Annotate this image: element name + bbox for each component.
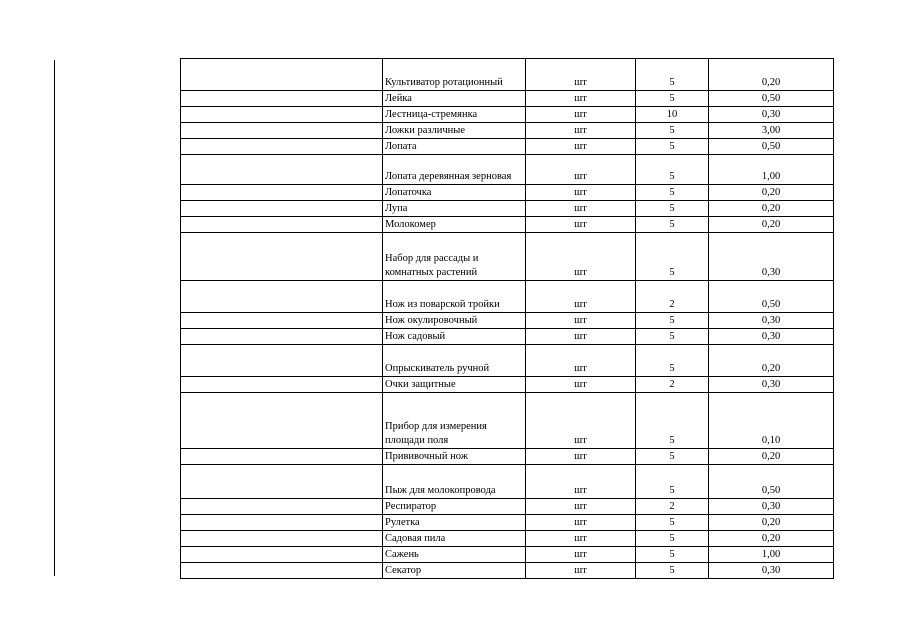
value-cell: 0,20 <box>709 345 834 377</box>
value-cell: 0,20 <box>709 531 834 547</box>
value-cell: 0,20 <box>709 201 834 217</box>
table-row <box>181 281 834 313</box>
value-cell: 1,00 <box>709 155 834 185</box>
table-row <box>181 59 834 91</box>
quantity-cell: 10 <box>636 107 709 123</box>
table-row <box>181 313 834 329</box>
quantity-cell: 2 <box>636 281 709 313</box>
quantity-cell: 5 <box>636 563 709 579</box>
empty-cell <box>181 313 383 329</box>
item-name-cell: Рулетка <box>383 515 526 531</box>
unit-cell: шт <box>526 59 636 91</box>
item-name-cell: Нож садовый <box>383 329 526 345</box>
page-margin-line <box>54 60 55 576</box>
quantity-cell: 5 <box>636 217 709 233</box>
value-cell: 3,00 <box>709 123 834 139</box>
unit-cell: шт <box>526 515 636 531</box>
quantity-cell: 5 <box>636 201 709 217</box>
value-cell: 0,20 <box>709 449 834 465</box>
table-row <box>181 185 834 201</box>
item-name-cell: Лопата <box>383 139 526 155</box>
quantity-cell: 5 <box>636 91 709 107</box>
empty-cell <box>181 393 383 449</box>
empty-cell <box>181 531 383 547</box>
quantity-cell: 5 <box>636 123 709 139</box>
unit-cell: шт <box>526 155 636 185</box>
unit-cell: шт <box>526 563 636 579</box>
table-row <box>181 465 834 499</box>
unit-cell: шт <box>526 91 636 107</box>
empty-cell <box>181 123 383 139</box>
quantity-cell: 5 <box>636 465 709 499</box>
item-name-cell: Респиратор <box>383 499 526 515</box>
item-name-cell: Прививочный нож <box>383 449 526 465</box>
empty-cell <box>181 449 383 465</box>
empty-cell <box>181 563 383 579</box>
empty-cell <box>181 59 383 91</box>
table-row <box>181 449 834 465</box>
table-row <box>181 547 834 563</box>
table-row <box>181 531 834 547</box>
value-cell: 0,50 <box>709 465 834 499</box>
value-cell: 0,20 <box>709 217 834 233</box>
empty-cell <box>181 329 383 345</box>
table-row <box>181 155 834 185</box>
quantity-cell: 5 <box>636 59 709 91</box>
value-cell: 0,20 <box>709 185 834 201</box>
empty-cell <box>181 515 383 531</box>
table-row <box>181 377 834 393</box>
empty-cell <box>181 107 383 123</box>
value-cell: 0,20 <box>709 59 834 91</box>
value-cell: 0,30 <box>709 499 834 515</box>
unit-cell: шт <box>526 201 636 217</box>
quantity-cell: 5 <box>636 345 709 377</box>
empty-cell <box>181 139 383 155</box>
table-row <box>181 345 834 377</box>
empty-cell <box>181 233 383 281</box>
quantity-cell: 5 <box>636 313 709 329</box>
value-cell: 0,30 <box>709 233 834 281</box>
unit-cell: шт <box>526 449 636 465</box>
empty-cell <box>181 185 383 201</box>
quantity-cell: 5 <box>636 155 709 185</box>
unit-cell: шт <box>526 123 636 139</box>
table-row <box>181 201 834 217</box>
item-name-cell: Набор для рассады и комнатных растений <box>383 233 526 281</box>
value-cell: 0,50 <box>709 281 834 313</box>
item-name-cell: Лопата деревянная зерновая <box>383 155 526 185</box>
table-row <box>181 499 834 515</box>
table-row <box>181 139 834 155</box>
item-name-cell: Молокомер <box>383 217 526 233</box>
empty-cell <box>181 547 383 563</box>
unit-cell: шт <box>526 547 636 563</box>
item-name-cell: Ложки различные <box>383 123 526 139</box>
table-row <box>181 515 834 531</box>
table-row <box>181 91 834 107</box>
item-name-cell: Садовая пила <box>383 531 526 547</box>
empty-cell <box>181 377 383 393</box>
item-name-cell: Лейка <box>383 91 526 107</box>
table-row <box>181 393 834 449</box>
unit-cell: шт <box>526 465 636 499</box>
quantity-cell: 2 <box>636 499 709 515</box>
value-cell: 0,50 <box>709 91 834 107</box>
unit-cell: шт <box>526 329 636 345</box>
empty-cell <box>181 201 383 217</box>
unit-cell: шт <box>526 139 636 155</box>
unit-cell: шт <box>526 345 636 377</box>
empty-cell <box>181 499 383 515</box>
value-cell: 0,20 <box>709 515 834 531</box>
quantity-cell: 5 <box>636 531 709 547</box>
quantity-cell: 5 <box>636 515 709 531</box>
unit-cell: шт <box>526 233 636 281</box>
value-cell: 0,30 <box>709 329 834 345</box>
item-name-cell: Культиватор ротационный <box>383 59 526 91</box>
quantity-cell: 5 <box>636 547 709 563</box>
empty-cell <box>181 217 383 233</box>
item-name-cell: Лестница-стремянка <box>383 107 526 123</box>
unit-cell: шт <box>526 107 636 123</box>
item-name-cell: Прибор для измерения площади поля <box>383 393 526 449</box>
value-cell: 0,30 <box>709 313 834 329</box>
unit-cell: шт <box>526 217 636 233</box>
quantity-cell: 5 <box>636 233 709 281</box>
inventory-table <box>180 58 834 579</box>
quantity-cell: 5 <box>636 185 709 201</box>
quantity-cell: 5 <box>636 449 709 465</box>
unit-cell: шт <box>526 531 636 547</box>
table-row <box>181 563 834 579</box>
item-name-cell: Лопаточка <box>383 185 526 201</box>
quantity-cell: 5 <box>636 393 709 449</box>
quantity-cell: 2 <box>636 377 709 393</box>
empty-cell <box>181 465 383 499</box>
value-cell: 0,30 <box>709 563 834 579</box>
table-row <box>181 217 834 233</box>
table-row <box>181 233 834 281</box>
item-name-cell: Нож из поварской тройки <box>383 281 526 313</box>
unit-cell: шт <box>526 393 636 449</box>
table-row <box>181 107 834 123</box>
value-cell: 0,30 <box>709 107 834 123</box>
table-row <box>181 329 834 345</box>
empty-cell <box>181 91 383 107</box>
item-name-cell: Сажень <box>383 547 526 563</box>
item-name-cell: Опрыскиватель ручной <box>383 345 526 377</box>
item-name-cell: Пыж для молокопровода <box>383 465 526 499</box>
unit-cell: шт <box>526 313 636 329</box>
empty-cell <box>181 155 383 185</box>
empty-cell <box>181 345 383 377</box>
value-cell: 0,10 <box>709 393 834 449</box>
empty-cell <box>181 281 383 313</box>
item-name-cell: Нож окулировочный <box>383 313 526 329</box>
quantity-cell: 5 <box>636 139 709 155</box>
inventory-table-body <box>181 59 834 579</box>
value-cell: 0,50 <box>709 139 834 155</box>
unit-cell: шт <box>526 185 636 201</box>
quantity-cell: 5 <box>636 329 709 345</box>
unit-cell: шт <box>526 377 636 393</box>
item-name-cell: Очки защитные <box>383 377 526 393</box>
table-row <box>181 123 834 139</box>
unit-cell: шт <box>526 281 636 313</box>
value-cell: 1,00 <box>709 547 834 563</box>
unit-cell: шт <box>526 499 636 515</box>
item-name-cell: Лупа <box>383 201 526 217</box>
value-cell: 0,30 <box>709 377 834 393</box>
item-name-cell: Секатор <box>383 563 526 579</box>
